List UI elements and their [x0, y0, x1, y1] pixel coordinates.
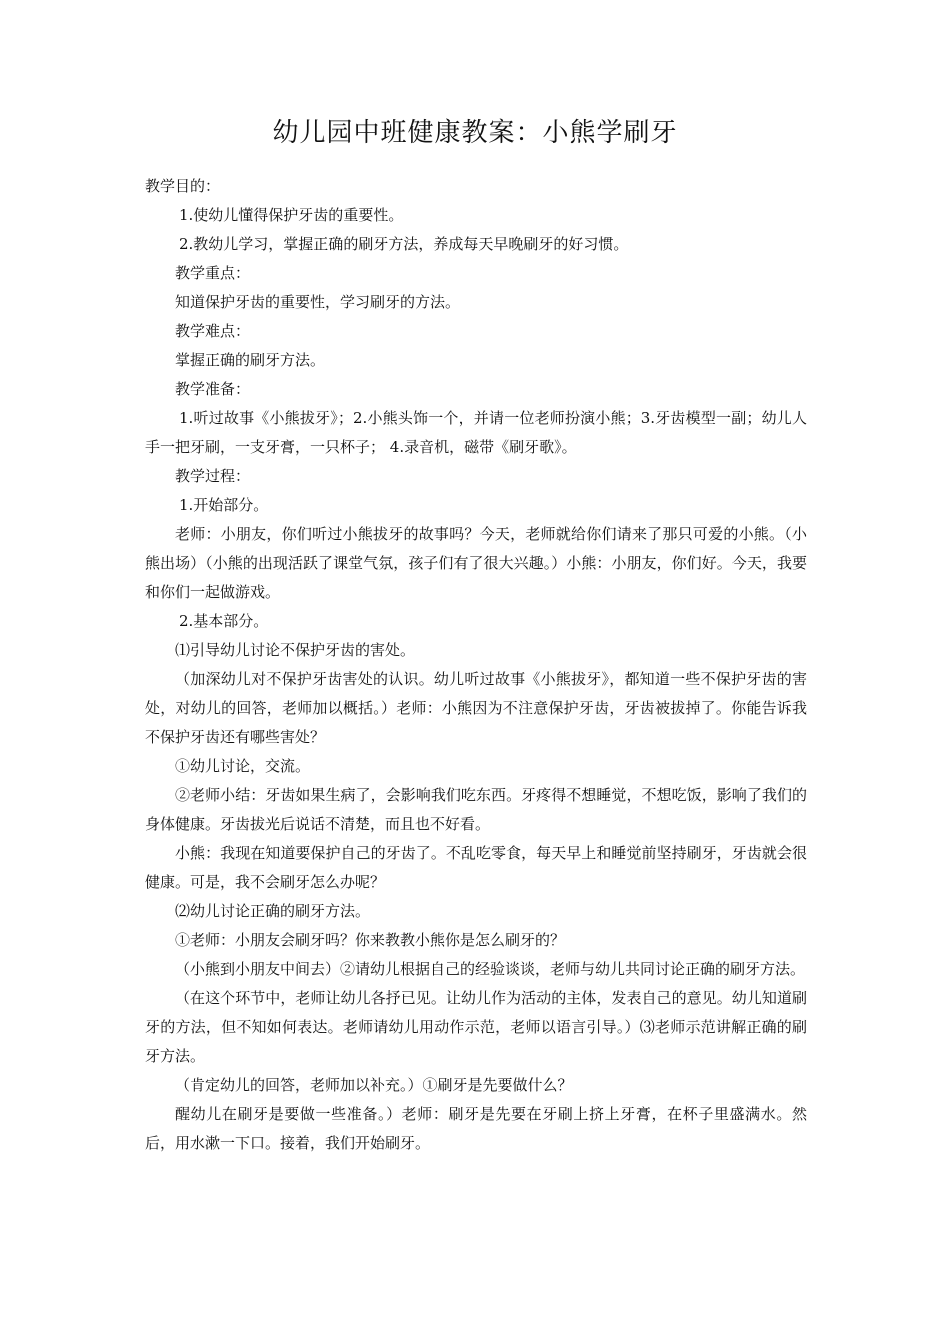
paragraph: 2.教幼儿学习，掌握正确的刷牙方法，养成每天早晚刷牙的好习惯。: [179, 235, 629, 253]
paragraph: ①老师：小朋友会刷牙吗？你来教教小熊你是怎么刷牙的？: [175, 931, 566, 949]
paragraph: 教学准备：: [175, 380, 251, 398]
paragraph: ⑴引导幼儿讨论不保护牙齿的害处。: [175, 641, 416, 659]
paragraph: 1.开始部分。: [179, 496, 269, 514]
paragraph: 教学难点：: [175, 322, 251, 340]
paragraph: 掌握正确的刷牙方法。: [175, 351, 326, 369]
paragraph: （肯定幼儿的回答，老师加以补充。）①刷牙是先要做什么？: [175, 1076, 573, 1094]
paragraph: 教学目的：: [145, 177, 221, 195]
paragraph: ⑵幼儿讨论正确的刷牙方法。: [175, 902, 371, 920]
paragraph: 教学过程：: [175, 467, 251, 485]
paragraph: 教学重点：: [175, 264, 251, 282]
paragraph: 老师：小朋友，你们听过小熊拔牙的故事吗？今天，老师就给你们请来了那只可爱的小熊。（小熊出场）（小熊的出现活跃了课堂气氛，孩子们有了很大兴趣。）小熊：小朋友，你们好。今天，我要和你们一起做游戏。: [145, 525, 807, 601]
paragraph: （在这个环节中，老师让幼儿各抒已见。让幼儿作为活动的主体，发表自己的意见。幼儿知道刷牙的方法，但不知如何表达。老师请幼儿用动作示范，老师以语言引导。）⑶老师示范讲解正确的刷牙方法。: [145, 989, 807, 1065]
paragraph: （小熊到小朋友中间去）②请幼儿根据自己的经验谈谈，老师与幼儿共同讨论正确的刷牙方法。: [175, 960, 806, 978]
paragraph: （加深幼儿对不保护牙齿害处的认识。幼儿听过故事《小熊拔牙》，都知道一些不保护牙齿的害处，对幼儿的回答，老师加以概括。）老师：小熊因为不注意保护牙齿，牙齿被拔掉了。你能告诉我不保护牙齿还有哪些害处？: [145, 670, 807, 746]
paragraph: 1.听过故事《小熊拔牙》；2.小熊头饰一个，并请一位老师扮演小熊；3.牙齿模型一副；幼儿人手一把牙刷，一支牙膏，一只杯子； 4.录音机，磁带《刷牙歌》。: [145, 409, 807, 456]
paragraph: 知道保护牙齿的重要性，学习刷牙的方法。: [175, 293, 461, 311]
document-body: [145, 172, 807, 1158]
paragraph: 2.基本部分。: [179, 612, 269, 630]
paragraph: 1.使幼儿懂得保护牙齿的重要性。: [179, 206, 404, 224]
paragraph: 小熊：我现在知道要保护自己的牙齿了。不乱吃零食，每天早上和睡觉前坚持刷牙，牙齿就会很健康。可是，我不会刷牙怎么办呢？: [145, 844, 807, 891]
paragraph: 醒幼儿在刷牙是要做一些准备。）老师：刷牙是先要在牙刷上挤上牙膏，在杯子里盛满水。然后，用水漱一下口。接着，我们开始刷牙。: [145, 1105, 807, 1152]
paragraph: ①幼儿讨论，交流。: [175, 757, 311, 775]
paragraph: ②老师小结：牙齿如果生病了，会影响我们吃东西。牙疼得不想睡觉，不想吃饭，影响了我们的身体健康。牙齿拔光后说话不清楚，而且也不好看。: [145, 786, 807, 833]
document-title: 幼儿园中班健康教案：小熊学刷牙: [272, 118, 678, 148]
